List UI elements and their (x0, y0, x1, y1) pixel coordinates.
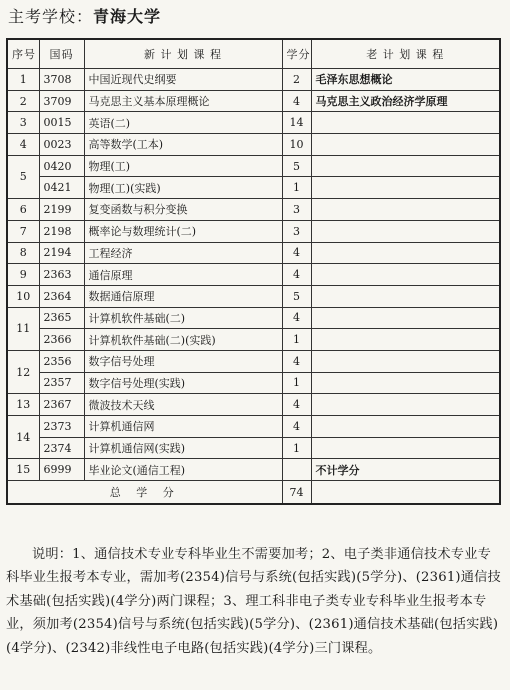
school-name: 青海大学 (93, 7, 162, 26)
row-old-course (311, 437, 500, 459)
row-code: 2194 (39, 242, 84, 264)
header-new-course: 新 计 划 课 程 (84, 39, 282, 69)
row-course-name: 数据通信原理 (84, 285, 282, 307)
row-credit: 5 (282, 285, 311, 307)
header-code: 国码 (39, 39, 84, 69)
row-course-name: 计算机通信网 (84, 416, 282, 438)
row-old-course: 马克思主义政治经济学原理 (311, 90, 500, 112)
table-row (7, 437, 500, 459)
row-credit: 1 (282, 437, 311, 459)
row-seq: 7 (7, 220, 39, 242)
row-credit: 3 (282, 220, 311, 242)
table-row (7, 112, 500, 134)
row-credit: 4 (282, 242, 311, 264)
table-row (7, 459, 500, 481)
row-seq: 2 (7, 90, 39, 112)
row-credit: 4 (282, 350, 311, 372)
header-old-course: 老 计 划 课 程 (311, 39, 500, 69)
row-course-name: 微波技术天线 (84, 394, 282, 416)
row-code: 6999 (39, 459, 84, 481)
table-row (7, 155, 500, 177)
row-old-course (311, 112, 500, 134)
table-row (7, 307, 500, 329)
header-credit: 学分 (282, 39, 311, 69)
row-credit: 2 (282, 69, 311, 91)
row-old-course (311, 220, 500, 242)
row-code: 2366 (39, 329, 84, 351)
table-row (7, 416, 500, 438)
row-credit: 1 (282, 372, 311, 394)
row-code: 2374 (39, 437, 84, 459)
table-row (7, 90, 500, 112)
row-old-course (311, 155, 500, 177)
table-row (7, 69, 500, 91)
row-course-name: 计算机软件基础(二)(实践) (84, 329, 282, 351)
row-old-course (311, 177, 500, 199)
row-old-course (311, 329, 500, 351)
row-seq: 11 (7, 307, 39, 350)
row-credit: 4 (282, 90, 311, 112)
table-row (7, 350, 500, 372)
table-row (7, 134, 500, 156)
row-code: 2363 (39, 264, 84, 286)
row-course-name: 工程经济 (84, 242, 282, 264)
table-header-row (7, 39, 500, 69)
row-credit: 10 (282, 134, 311, 156)
row-code: 2373 (39, 416, 84, 438)
row-seq: 5 (7, 155, 39, 198)
row-code: 3708 (39, 69, 84, 91)
row-old-course (311, 394, 500, 416)
row-code: 0015 (39, 112, 84, 134)
row-course-name: 计算机软件基础(二) (84, 307, 282, 329)
table-row (7, 329, 500, 351)
table-row (7, 199, 500, 221)
row-course-name: 物理(工) (84, 155, 282, 177)
table-row (7, 177, 500, 199)
row-seq: 15 (7, 459, 39, 481)
row-course-name: 数字信号处理 (84, 350, 282, 372)
row-course-name: 物理(工)(实践) (84, 177, 282, 199)
row-old-course (311, 307, 500, 329)
row-old-course: 毛泽东思想概论 (311, 69, 500, 91)
row-old-course (311, 134, 500, 156)
row-course-name: 复变函数与积分变换 (84, 199, 282, 221)
row-credit: 4 (282, 394, 311, 416)
row-course-name: 计算机通信网(实践) (84, 437, 282, 459)
row-seq: 14 (7, 416, 39, 459)
total-label: 总 学 分 (7, 481, 282, 505)
header-separator: ： (76, 7, 94, 26)
row-course-name: 概率论与数理统计(二) (84, 220, 282, 242)
row-code: 0023 (39, 134, 84, 156)
row-course-name: 通信原理 (84, 264, 282, 286)
row-course-name: 马克思主义基本原理概论 (84, 90, 282, 112)
row-credit: 3 (282, 199, 311, 221)
row-old-course (311, 264, 500, 286)
exam-school-header (8, 4, 161, 27)
row-course-name: 中国近现代史纲要 (84, 69, 282, 91)
row-old-course (311, 416, 500, 438)
row-course-name: 数字信号处理(实践) (84, 372, 282, 394)
row-old-course (311, 199, 500, 221)
row-code: 2364 (39, 285, 84, 307)
row-credit: 4 (282, 416, 311, 438)
row-seq: 9 (7, 264, 39, 286)
row-seq: 8 (7, 242, 39, 264)
row-credit: 4 (282, 264, 311, 286)
row-code: 0421 (39, 177, 84, 199)
row-old-course (311, 372, 500, 394)
row-code: 2367 (39, 394, 84, 416)
row-seq: 13 (7, 394, 39, 416)
row-credit: 4 (282, 307, 311, 329)
header-label: 主考学校 (8, 7, 77, 26)
total-credits: 74 (282, 481, 311, 505)
explanation-notes: 说明：1、通信技术专业专科毕业生不需要加考；2、电子类非通信技术专业专科毕业生报考本专业，需加考(2354)信号与系统(包括实践)(5学分)、(2361)通信技术基础(包括实践)(4学分)两门课程；3、理工科非电子类专业专科毕业生报考本专业，须加考(2354)信号与系统(包括实践)(5学分)、(2361)通信技术基础(包括实践)(4学分)、(2342)非线性电子电路(包括实践)(4学分)三门课程。 (6, 547, 501, 656)
row-seq: 12 (7, 350, 39, 393)
row-code: 0420 (39, 155, 84, 177)
table-row (7, 220, 500, 242)
table-row (7, 285, 500, 307)
row-seq: 10 (7, 285, 39, 307)
row-old-course (311, 285, 500, 307)
row-seq: 6 (7, 199, 39, 221)
table-row (7, 372, 500, 394)
row-code: 3709 (39, 90, 84, 112)
row-seq: 4 (7, 134, 39, 156)
row-old-course (311, 242, 500, 264)
row-course-name: 高等数学(工本) (84, 134, 282, 156)
course-table-body (7, 69, 500, 505)
row-seq: 1 (7, 69, 39, 91)
row-seq: 3 (7, 112, 39, 134)
row-course-name: 毕业论文(通信工程) (84, 459, 282, 481)
table-row (7, 394, 500, 416)
row-code: 2357 (39, 372, 84, 394)
total-old-empty (311, 481, 500, 505)
table-row (7, 264, 500, 286)
row-code: 2198 (39, 220, 84, 242)
row-credit: 1 (282, 329, 311, 351)
total-row (7, 481, 500, 505)
row-code: 2199 (39, 199, 84, 221)
header-seq: 序号 (7, 39, 39, 69)
table-row (7, 242, 500, 264)
row-old-course (311, 350, 500, 372)
row-code: 2356 (39, 350, 84, 372)
course-table (6, 38, 501, 505)
row-code: 2365 (39, 307, 84, 329)
row-credit (282, 459, 311, 481)
row-credit: 1 (282, 177, 311, 199)
row-credit: 5 (282, 155, 311, 177)
row-old-course: 不计学分 (311, 459, 500, 481)
row-credit: 14 (282, 112, 311, 134)
row-course-name: 英语(二) (84, 112, 282, 134)
